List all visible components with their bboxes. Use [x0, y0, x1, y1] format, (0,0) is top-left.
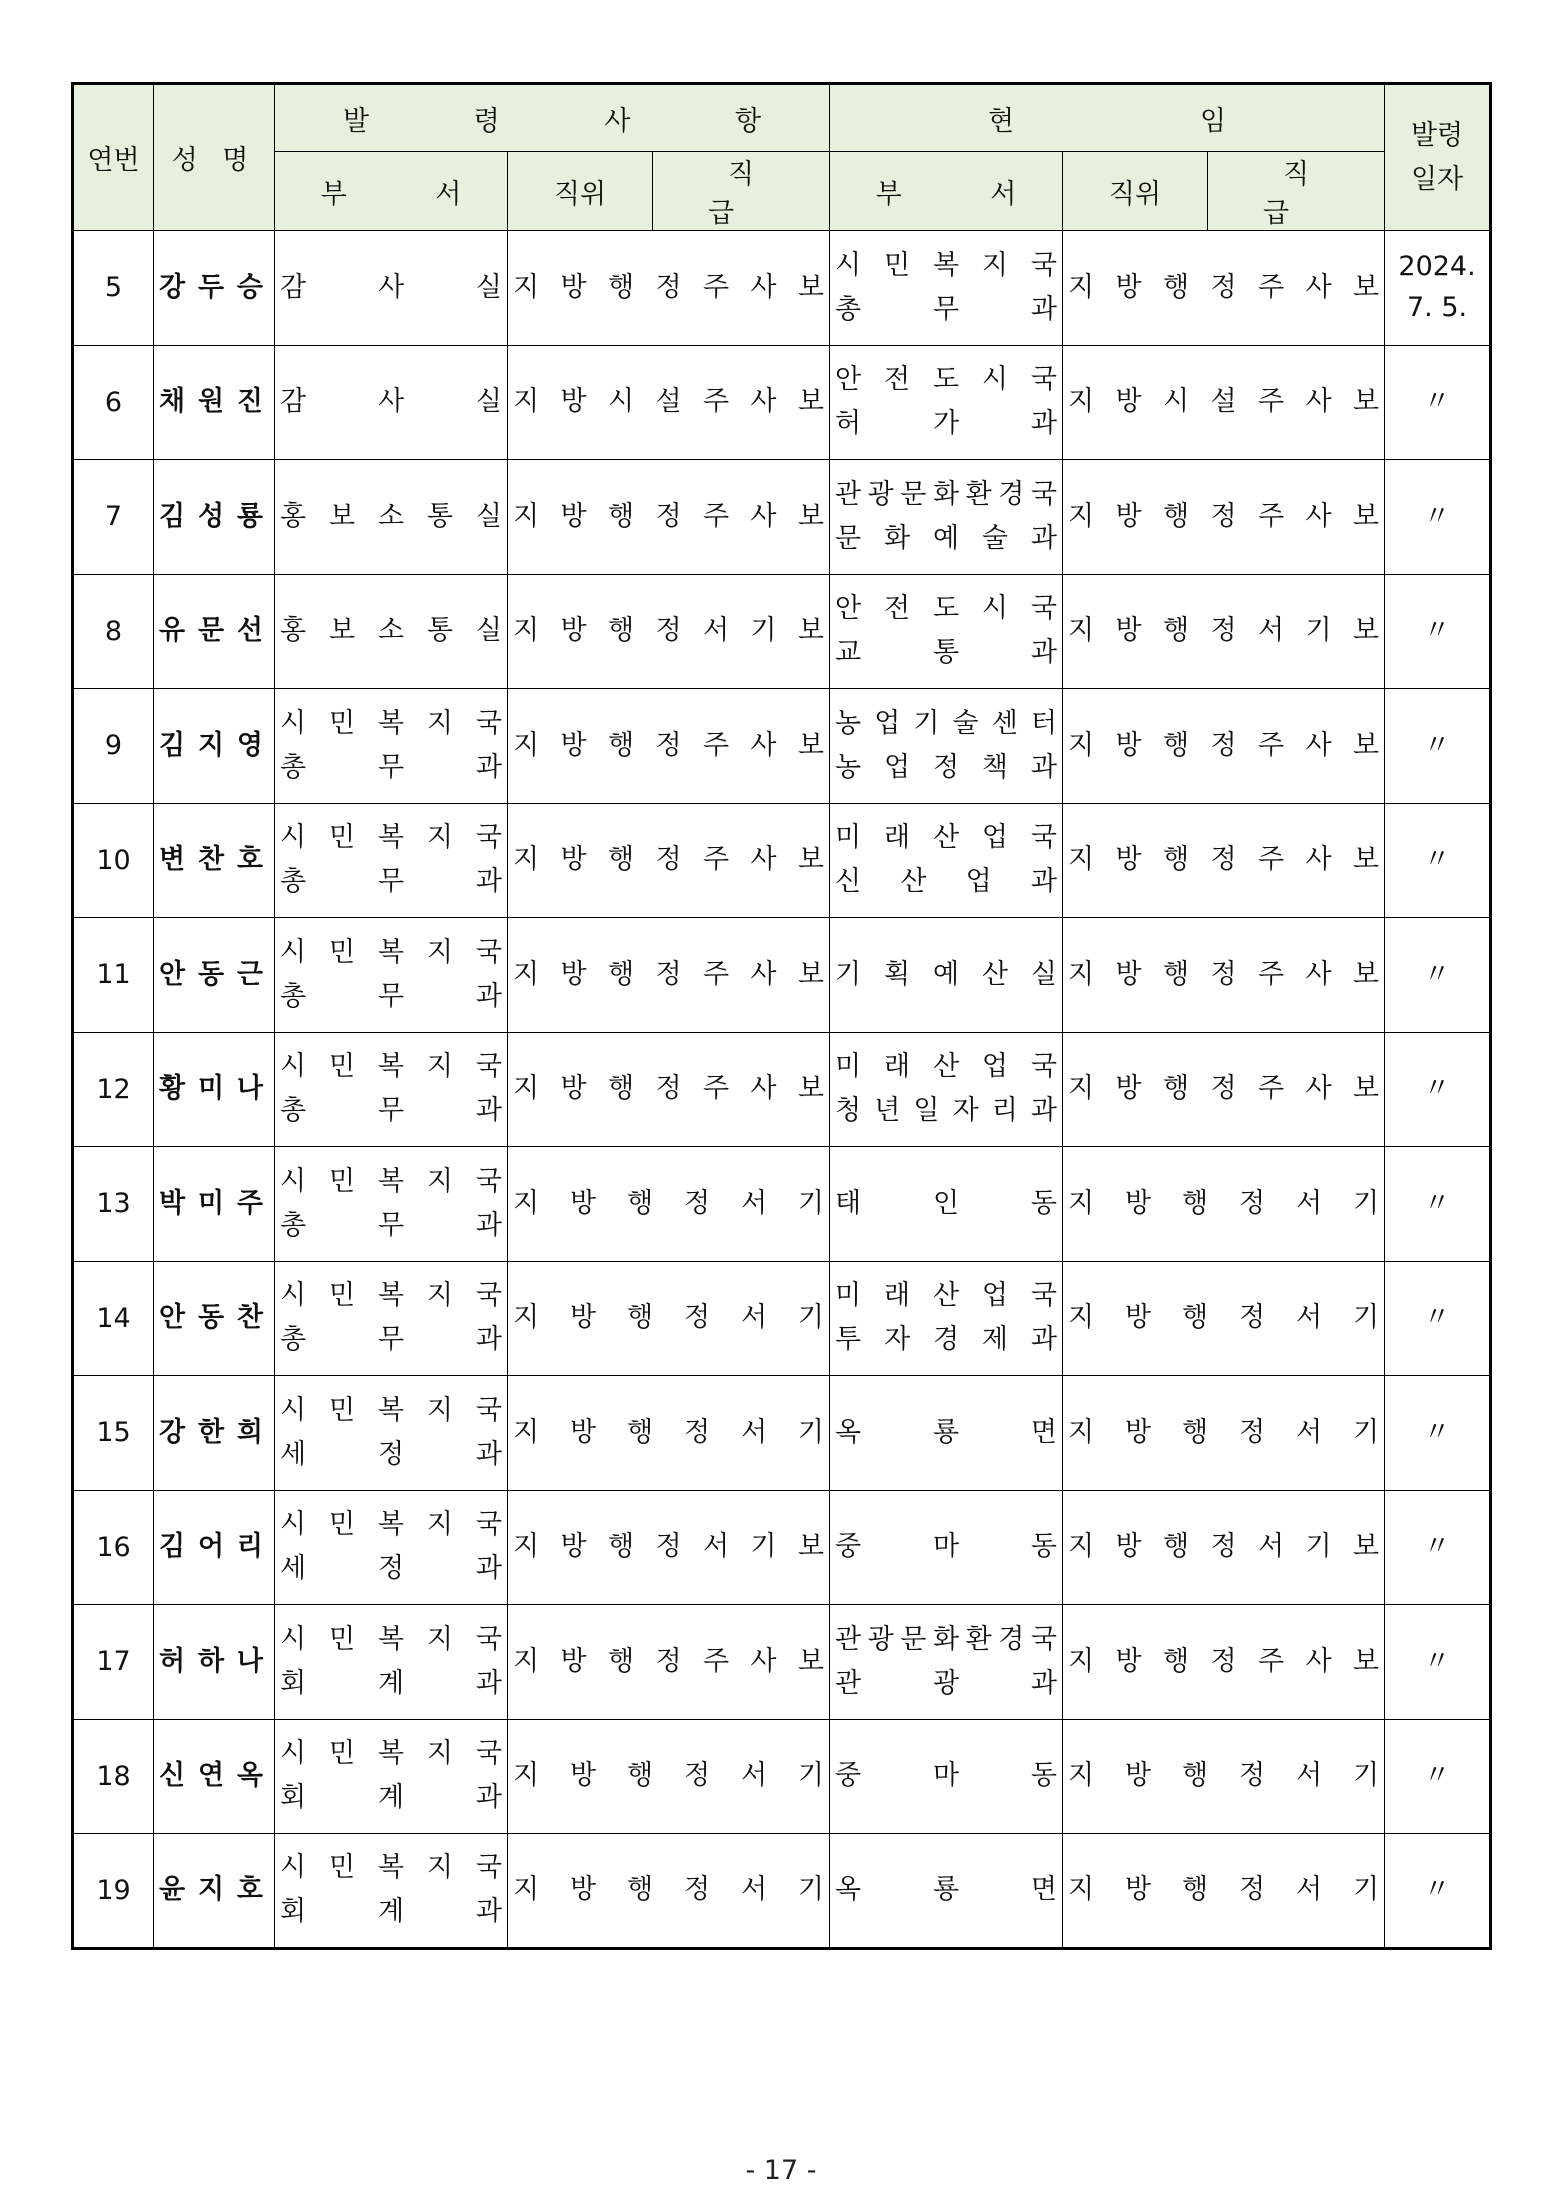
table-row: [73, 1147, 1491, 1262]
cell-order-dept: [275, 574, 508, 689]
name-text: 김 지 영: [159, 729, 269, 761]
current-grade-text: 지 방 행 정 서 기: [1068, 1760, 1380, 1792]
cell-current-grade: [1063, 918, 1385, 1033]
cell-date: 〃: [1385, 574, 1491, 689]
cell-order-grade: [508, 1147, 830, 1262]
order-dept-line: 총 무 과: [280, 751, 502, 783]
order-dept-line: 시 민 복 지 국: [280, 1852, 502, 1884]
order-grade-text: 지 방 행 정 주 사 보: [513, 844, 824, 876]
cell-no: 7: [73, 460, 154, 575]
cell-current-dept: [830, 1032, 1063, 1147]
table-row: [73, 231, 1491, 346]
current-dept-line: 농 업 기 술 센 터: [835, 707, 1057, 739]
cell-name: [154, 1490, 275, 1605]
cell-order-grade: [508, 1032, 830, 1147]
cell-order-dept: [275, 1719, 508, 1834]
cell-order-dept: [275, 1605, 508, 1720]
order-grade-text: 지 방 행 정 서 기 보: [513, 1531, 824, 1563]
order-dept-line: 시 민 복 지 국: [280, 1394, 502, 1426]
order-grade-text: 지 방 행 정 서 기: [513, 1760, 825, 1792]
cell-no: 12: [73, 1032, 154, 1147]
current-grade-text: 지 방 행 정 주 사 보: [1068, 1645, 1380, 1677]
current-grade-text: 지 방 행 정 서 기: [1068, 1187, 1380, 1219]
cell-name: [154, 231, 275, 346]
order-grade-text: 지 방 행 정 서 기: [513, 1874, 825, 1906]
order-grade-text: 지 방 행 정 서 기 보: [513, 615, 824, 647]
header-cur-dept: [830, 152, 1063, 231]
cell-date: 〃: [1385, 1032, 1491, 1147]
current-dept-line: 미 래 산 업 국: [835, 822, 1057, 854]
cell-date: 〃: [1385, 1376, 1491, 1491]
cell-current-grade: [1063, 460, 1385, 575]
cell-order-dept: [275, 1147, 508, 1262]
cell-order-grade: [508, 1376, 830, 1491]
current-dept-line: 미 래 산 업 국: [835, 1280, 1057, 1312]
current-grade-text: 지 방 행 정 서 기 보: [1068, 615, 1380, 647]
cell-name: [154, 1032, 275, 1147]
header-order-group-label: 발 령 사 항: [342, 105, 810, 137]
cell-date: 〃: [1385, 1490, 1491, 1605]
cell-order-dept: [275, 1490, 508, 1605]
header-date: [1385, 84, 1491, 231]
header-order-group: [275, 84, 830, 152]
header-name: 성 명: [154, 84, 275, 231]
cell-order-grade: [508, 231, 830, 346]
cell-date: 〃: [1385, 1147, 1491, 1262]
order-dept-line: 홍 보 소 통 실: [280, 615, 502, 647]
header-order-position: 직위: [508, 152, 653, 231]
cell-no: 5: [73, 231, 154, 346]
current-dept-line: 투 자 경 제 과: [835, 1324, 1057, 1356]
cell-order-dept: [275, 1376, 508, 1491]
current-dept-line: 청 년 일 자 리 과: [835, 1095, 1057, 1127]
header-date-label: 발령 일자: [1410, 120, 1464, 195]
cell-name: [154, 574, 275, 689]
header-cur-grade-label: 직 급: [1262, 159, 1350, 229]
cell-order-grade: [508, 1490, 830, 1605]
cell-order-grade: [508, 1261, 830, 1376]
current-dept-line: 안 전 도 시 국: [835, 593, 1057, 625]
cell-current-grade: [1063, 1719, 1385, 1834]
name-text: 안 동 근: [159, 958, 269, 990]
table-row: [73, 803, 1491, 918]
order-dept-line: 시 민 복 지 국: [280, 707, 502, 739]
name-text: 황 미 나: [159, 1073, 269, 1105]
header-current-group-label: [895, 106, 1319, 137]
table-row: [73, 1605, 1491, 1720]
cell-name: [154, 689, 275, 804]
cell-order-grade: [508, 918, 830, 1033]
cell-order-dept: [275, 231, 508, 346]
cell-current-grade: [1063, 1261, 1385, 1376]
current-grade-text: 지 방 행 정 서 기: [1068, 1302, 1380, 1334]
cell-date: 〃: [1385, 460, 1491, 575]
table-body: [73, 231, 1491, 1949]
order-dept-line: 총 무 과: [280, 866, 502, 898]
current-dept-line: 중 마 동: [835, 1531, 1058, 1563]
cell-current-grade: [1063, 345, 1385, 460]
cell-order-dept: [275, 1834, 508, 1949]
cell-no: 15: [73, 1376, 154, 1491]
current-dept-line: 농 업 정 책 과: [835, 751, 1057, 783]
cell-order-grade: [508, 803, 830, 918]
current-grade-text: 지 방 행 정 서 기: [1068, 1416, 1380, 1448]
order-grade-text: 지 방 행 정 서 기: [513, 1187, 825, 1219]
page-number: - 17 -: [745, 2155, 817, 2186]
current-dept-line: 총 무 과: [835, 293, 1058, 325]
cell-order-grade: [508, 1605, 830, 1720]
header-current-word: 임: [1200, 105, 1227, 137]
order-grade-text: 지 방 행 정 주 사 보: [513, 729, 824, 761]
order-dept-line: 회 계 과: [280, 1896, 502, 1928]
table-row: [73, 1261, 1491, 1376]
name-text: 강 한 희: [159, 1416, 269, 1448]
cell-order-dept: [275, 1032, 508, 1147]
current-dept-line: 허 가 과: [835, 408, 1058, 440]
cell-name: [154, 1376, 275, 1491]
table-row: [73, 1490, 1491, 1605]
cell-current-dept: [830, 918, 1063, 1033]
header-order-grade-label: 직 급: [707, 159, 795, 229]
order-dept-line: 세 정 과: [280, 1438, 502, 1470]
current-dept-line: 중 마 동: [835, 1760, 1058, 1792]
header-order-grade: [653, 152, 830, 231]
cell-order-grade: [508, 1834, 830, 1949]
cell-order-dept: [275, 689, 508, 804]
header-no: 연번: [73, 84, 154, 231]
table-row: [73, 689, 1491, 804]
order-dept-line: 총 무 과: [280, 1324, 502, 1356]
cell-order-dept: [275, 460, 508, 575]
cell-order-dept: [275, 918, 508, 1033]
cell-order-grade: [508, 689, 830, 804]
cell-current-dept: [830, 1490, 1063, 1605]
name-text: 김 성 룡: [159, 500, 269, 532]
header-order-dept-label: 부 서: [320, 178, 502, 210]
cell-name: [154, 1834, 275, 1949]
current-dept-line: 관 광 문 화 환 경 국: [835, 1623, 1057, 1655]
order-dept-line: 시 민 복 지 국: [280, 1509, 502, 1541]
order-grade-text: 지 방 행 정 주 사 보: [513, 271, 824, 303]
order-grade-text: 지 방 시 설 주 사 보: [513, 386, 824, 418]
cell-order-dept: [275, 1261, 508, 1376]
name-text: 윤 지 호: [159, 1874, 269, 1906]
cell-no: 18: [73, 1719, 154, 1834]
cell-current-grade: [1063, 1032, 1385, 1147]
cell-order-grade: [508, 345, 830, 460]
cell-current-dept: [830, 1376, 1063, 1491]
name-text: 유 문 선: [159, 615, 269, 647]
order-dept-line: 세 정 과: [280, 1553, 502, 1585]
cell-current-grade: [1063, 1834, 1385, 1949]
cell-name: [154, 1605, 275, 1720]
cell-no: 8: [73, 574, 154, 689]
cell-order-grade: [508, 1719, 830, 1834]
cell-name: [154, 460, 275, 575]
cell-date: 〃: [1385, 803, 1491, 918]
table-row: [73, 918, 1491, 1033]
current-grade-text: 지 방 행 정 주 사 보: [1068, 844, 1380, 876]
cell-current-grade: [1063, 1490, 1385, 1605]
cell-order-dept: [275, 803, 508, 918]
order-grade-text: 지 방 행 정 서 기: [513, 1302, 825, 1334]
current-dept-line: 옥 룡 면: [835, 1874, 1058, 1906]
current-dept-line: 문 화 예 술 과: [835, 522, 1057, 554]
table-row: [73, 574, 1491, 689]
name-text: 박 미 주: [159, 1187, 269, 1219]
order-dept-line: 시 민 복 지 국: [280, 936, 502, 968]
cell-date: 〃: [1385, 1605, 1491, 1720]
current-grade-text: 지 방 시 설 주 사 보: [1068, 386, 1380, 418]
cell-no: 13: [73, 1147, 154, 1262]
current-dept-line: 미 래 산 업 국: [835, 1051, 1057, 1083]
table-row: [73, 345, 1491, 460]
order-dept-line: 시 민 복 지 국: [280, 1051, 502, 1083]
table-row: [73, 1032, 1491, 1147]
cell-current-grade: [1063, 574, 1385, 689]
name-text: 김 어 리: [159, 1531, 269, 1563]
cell-no: 17: [73, 1605, 154, 1720]
order-dept-line: 시 민 복 지 국: [280, 1623, 502, 1655]
cell-no: 9: [73, 689, 154, 804]
cell-no: 10: [73, 803, 154, 918]
cell-current-dept: [830, 1147, 1063, 1262]
cell-date: 〃: [1385, 345, 1491, 460]
order-dept-line: 총 무 과: [280, 1209, 502, 1241]
cell-no: 16: [73, 1490, 154, 1605]
table-row: [73, 1719, 1491, 1834]
cell-date: 〃: [1385, 918, 1491, 1033]
order-dept-line: 시 민 복 지 국: [280, 1280, 502, 1312]
table-row: [73, 1834, 1491, 1949]
order-dept-line: 총 무 과: [280, 980, 502, 1012]
current-dept-line: 안 전 도 시 국: [835, 364, 1057, 396]
cell-current-dept: [830, 574, 1063, 689]
order-grade-text: 지 방 행 정 주 사 보: [513, 1073, 824, 1105]
current-grade-text: 지 방 행 정 주 사 보: [1068, 729, 1380, 761]
cell-current-dept: [830, 460, 1063, 575]
current-dept-line: 옥 룡 면: [835, 1416, 1058, 1448]
current-grade-text: 지 방 행 정 주 사 보: [1068, 958, 1380, 990]
current-dept-line: 시 민 복 지 국: [835, 249, 1057, 281]
name-text: 채 원 진: [159, 386, 269, 418]
cell-order-grade: [508, 460, 830, 575]
cell-order-grade: [508, 574, 830, 689]
cell-no: 14: [73, 1261, 154, 1376]
current-dept-line: 관 광 과: [835, 1667, 1058, 1699]
cell-name: [154, 345, 275, 460]
cell-current-grade: [1063, 689, 1385, 804]
cell-no: 11: [73, 918, 154, 1033]
current-dept-line: 관 광 문 화 환 경 국: [835, 478, 1057, 510]
order-dept-line: 홍 보 소 통 실: [280, 500, 502, 532]
table-row: [73, 1376, 1491, 1491]
current-dept-line: 기 획 예 산 실: [835, 958, 1057, 990]
cell-name: [154, 1261, 275, 1376]
order-dept-line: 시 민 복 지 국: [280, 1165, 502, 1197]
order-grade-text: 지 방 행 정 서 기: [513, 1416, 825, 1448]
header-order-dept: [275, 152, 508, 231]
cell-date: 〃: [1385, 1719, 1491, 1834]
header-cur-dept-label: 부 서: [875, 178, 1057, 210]
current-grade-text: 지 방 행 정 서 기: [1068, 1874, 1380, 1906]
current-grade-text: 지 방 행 정 주 사 보: [1068, 1073, 1380, 1105]
cell-current-dept: [830, 1261, 1063, 1376]
current-dept-line: 신 산 업 과: [835, 866, 1057, 898]
cell-current-grade: [1063, 803, 1385, 918]
cell-name: [154, 918, 275, 1033]
name-text: 허 하 나: [159, 1645, 269, 1677]
cell-current-grade: [1063, 1605, 1385, 1720]
header-current-word: 현: [987, 105, 1015, 137]
cell-current-dept: [830, 345, 1063, 460]
current-dept-line: 교 통 과: [835, 637, 1058, 669]
cell-current-dept: [830, 1605, 1063, 1720]
cell-current-dept: [830, 689, 1063, 804]
cell-date: 2024. 7. 5.: [1385, 231, 1491, 346]
name-text: 변 찬 호: [159, 844, 269, 876]
order-grade-text: 지 방 행 정 주 사 보: [513, 958, 824, 990]
order-dept-line: 시 민 복 지 국: [280, 1738, 502, 1770]
order-dept-line: 총 무 과: [280, 1095, 502, 1127]
cell-date: 〃: [1385, 1834, 1491, 1949]
cell-no: 19: [73, 1834, 154, 1949]
cell-current-dept: [830, 231, 1063, 346]
cell-order-dept: [275, 345, 508, 460]
cell-name: [154, 1147, 275, 1262]
cell-current-dept: [830, 1719, 1063, 1834]
order-dept-line: 회 계 과: [280, 1667, 502, 1699]
cell-no: 6: [73, 345, 154, 460]
current-grade-text: 지 방 행 정 주 사 보: [1068, 271, 1380, 303]
name-text: 신 연 옥: [159, 1760, 269, 1792]
header-cur-grade: [1208, 152, 1385, 231]
order-grade-text: 지 방 행 정 주 사 보: [513, 500, 824, 532]
cell-date: 〃: [1385, 689, 1491, 804]
cell-current-dept: [830, 1834, 1063, 1949]
header-current-group: [830, 84, 1385, 152]
cell-current-grade: [1063, 1147, 1385, 1262]
cell-name: [154, 803, 275, 918]
current-grade-text: 지 방 행 정 주 사 보: [1068, 500, 1380, 532]
cell-current-dept: [830, 803, 1063, 918]
name-text: 안 동 찬: [159, 1302, 269, 1334]
cell-date: 〃: [1385, 1261, 1491, 1376]
cell-name: [154, 1719, 275, 1834]
current-grade-text: 지 방 행 정 서 기 보: [1068, 1531, 1380, 1563]
cell-current-grade: [1063, 231, 1385, 346]
order-grade-text: 지 방 행 정 주 사 보: [513, 1645, 824, 1677]
order-dept-line: 시 민 복 지 국: [280, 822, 502, 854]
table-row: [73, 460, 1491, 575]
cell-current-grade: [1063, 1376, 1385, 1491]
header-cur-position: 직위: [1063, 152, 1208, 231]
order-dept-line: 감 사 실: [280, 386, 502, 418]
order-dept-line: 회 계 과: [280, 1782, 502, 1814]
current-dept-line: 태 인 동: [835, 1187, 1058, 1219]
personnel-order-table: [71, 82, 1492, 1950]
name-text: 강 두 승: [159, 271, 269, 303]
order-dept-line: 감 사 실: [280, 271, 502, 303]
